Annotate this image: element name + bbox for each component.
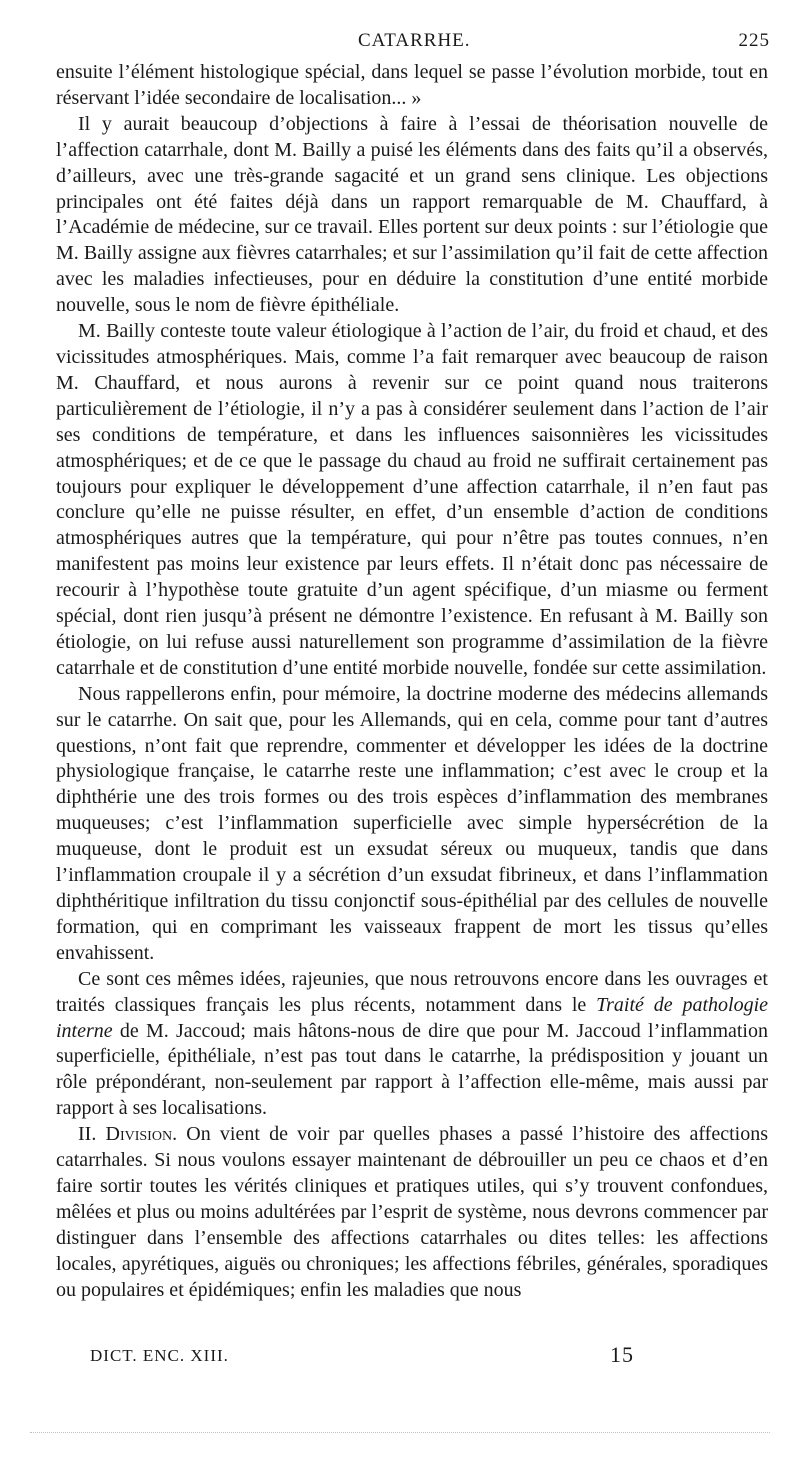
section-heading: Division. — [105, 1123, 178, 1146]
paragraph-continuation: ensuite l’élément histologique spécial, dans lequel se passe l’évolution morbide, tout en réservant l’idée secondaire de localisation... » — [56, 61, 768, 109]
paragraph-etiology: M. Bailly conteste toute valeur étiologique à l’action de l’air, du froid et chaud, et des vicissitudes atmosphériques. Mais, comme l’a fait remarquer avec beaucoup de raison M. Chauffard, et nous aurons à revenir sur ce point quand nous traiterons particulièrement de l’étiologie, il n’y a pas à considérer seulement dans l’action de l’air ses conditions de température, et dans les influences saisonnières les vicissitudes atmosphériques; et de ce que le passage du chaud au froid ne suffirait certainement pas toujours pour expliquer le développement d’une affection catarrhale, il n’en faut pas conclure qu’elle ne puisse résulter, en effet, d’un ensemble d’action de conditions atmosphériques autres que la température, qui pour n’être pas toutes connues, n’en manifestent pas moins leur existence par leurs effets. Il n’était donc pas nécessaire de recourir à l’hypothèse toute gratuite d’un agent spécifique, d’un miasme ou ferment spécial, dont rien jusqu’à présent ne démontre l’existence. En refusant à M. Bailly son étiologie, on lui refuse aussi naturellement son programme d’assimilation de la fièvre catarrhale et de constitution d’une entité morbide nouvelle, fondée sur cette assimilation. — [56, 320, 768, 679]
paragraph-jaccoud — [56, 967, 768, 1122]
scan-edge-noise — [30, 1432, 770, 1433]
body-text — [56, 60, 768, 1304]
paragraph-division-text: On vient de voir par quelles phases a passé l’histoire des affections catarrhales. Si nous voulons essayer maintenant de débrouiller un peu ce chaos et d’en faire sortir toutes les vérités cliniques et pratiques utiles, qui s’y trouvent confondues, mêlées et plus ou moins adultérées par l’esprit de système, nous devrons commencer par distinguer dans l’ensemble des affections catarrhales ou dites telles: les affections locales, apyrétiques, aiguës ou chroniques; les affections fébriles, générales, sporadiques ou populaires et épidémiques; enfin les maladies que nous — [56, 1123, 768, 1301]
book-title-italic: Traité de pathologie interne — [56, 993, 769, 1042]
running-head: CATARRHE. — [358, 30, 471, 51]
page-header — [58, 30, 770, 58]
paragraph-jaccoud-part2: de M. Jaccoud; mais hâtons-nous de dire que pour M. Jaccoud l’inflammation superficielle, épithéliale, n’est pas tout dans le catarrhe, la prédisposition y jouant un rôle prépondérant, non-seulement par rapport à l’affection elle-même, mais aussi par rapport à ses localisations. — [56, 1019, 768, 1120]
paragraph-bailly-critique: Il y aurait beaucoup d’objections à faire à l’essai de théorisation nouvelle de l’affection catarrhale, dont M. Bailly a puisé les éléments dans des faits qu’il a observés, d’ailleurs, avec une très-grande sagacité et un grand sens clinique. Les objections principales ont été faites déjà dans un rapport remarquable de M. Chauffard, à l’Académie de médecine, sur ce travail. Elles portent sur deux points : sur l’étiologie que M. Bailly assigne aux fièvres catarrhales; et sur l’assimilation qu’il fait de cette affection avec les maladies infectieuses, pour en déduire la constitution d’une entité morbide nouvelle, sous le nom de fièvre épithéliale. — [56, 112, 768, 317]
page-number: 225 — [738, 30, 770, 51]
sheet-number: 15 — [610, 1342, 634, 1367]
paragraph-german-doctrine: Nous rappellerons enfin, pour mémoire, la doctrine moderne des médecins allemands sur le catarrhe. On sait que, pour les Allemands, qui en cela, comme pour tant d’autres questions, n’ont fait que reprendre, commenter et développer les idées de la doctrine physiologique française, le catarrhe reste une inflammation; c’est avec le croup et la diphthérie une des trois formes ou des trois espèces d’inflammation des membranes muqueuses; c’est l’inflammation superficielle avec simple hypersécrétion de la muqueuse, dont le produit est un exsudat séreux ou muqueux, tandis que dans l’inflammation croupale il y a sécrétion d’un exsudat fibrineux, et dans l’inflammation diphthéritique infiltration du tissu conjonctif sous-épithélial par des cellules de nouvelle formation, qui en comprimant les vaisseaux frappent de mort les tissus qu’elles envahissent. — [56, 682, 768, 964]
page-footer — [90, 1342, 650, 1372]
paragraph-jaccoud-part1: Ce sont ces mêmes idées, rajeunies, que nous retrouvons encore dans les ouvrages et traités classiques français les plus récents, notamment dans le — [56, 967, 768, 1016]
printer-signature: DICT. ENC. XIII. — [90, 1346, 229, 1365]
paragraph-division — [56, 1122, 768, 1303]
section-number: II. — [78, 1123, 106, 1146]
